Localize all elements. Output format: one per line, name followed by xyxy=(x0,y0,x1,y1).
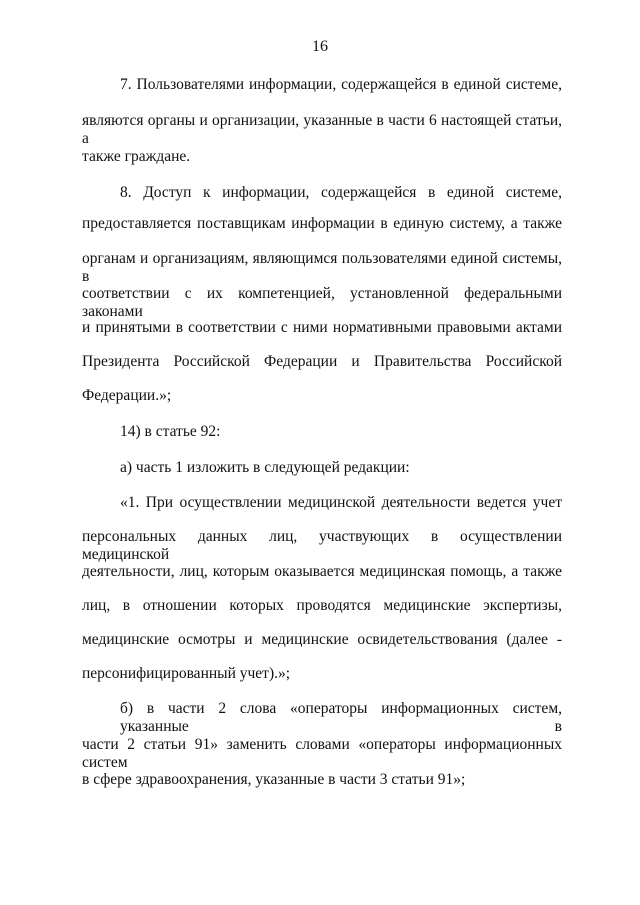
text-line: а) часть 1 изложить в следующей редакции: xyxy=(120,459,410,476)
text-line: также граждане. xyxy=(82,148,191,165)
text-line: б) в части 2 слова «операторы информационных систем, указанные в xyxy=(120,700,562,735)
page-number: 16 xyxy=(312,38,328,55)
text-line: Федерации.»; xyxy=(82,387,172,404)
text-line: 8. Доступ к информации, содержащейся в единой системе, xyxy=(120,184,562,201)
text-line: части 2 статьи 91» заменить словами «операторы информационных систем xyxy=(82,736,562,771)
text-line: и принятыми в соответствии с ними нормативными правовыми актами xyxy=(82,319,562,336)
text-line: 7. Пользователями информации, содержащейся в единой системе, xyxy=(120,76,562,93)
text-line: 14) в статье 92: xyxy=(120,423,221,440)
text-line: Президента Российской Федерации и Правительства Российской xyxy=(82,353,562,370)
text-line: в сфере здравоохранения, указанные в части 3 статьи 91»; xyxy=(82,771,466,788)
text-line: предоставляется поставщикам информации в единую систему, а также xyxy=(82,215,562,232)
text-line: «1. При осуществлении медицинской деятельности ведется учет xyxy=(120,494,562,511)
text-line: медицинские осмотры и медицинские освидетельствования (далее - xyxy=(82,631,562,648)
text-line: лиц, в отношении которых проводятся медицинские экспертизы, xyxy=(82,597,562,614)
text-line: деятельности, лиц, которым оказывается медицинская помощь, а также xyxy=(82,563,562,580)
text-line: органам и организациям, являющимся пользователями единой системы, в xyxy=(82,250,562,285)
text-line: являются органы и организации, указанные в части 6 настоящей статьи, а xyxy=(82,112,562,147)
text-line: персональных данных лиц, участвующих в осуществлении медицинской xyxy=(82,528,562,563)
text-line: персонифицированный учет).»; xyxy=(82,665,291,682)
text-line: соответствии с их компетенцией, установленной федеральными законами xyxy=(82,285,562,320)
